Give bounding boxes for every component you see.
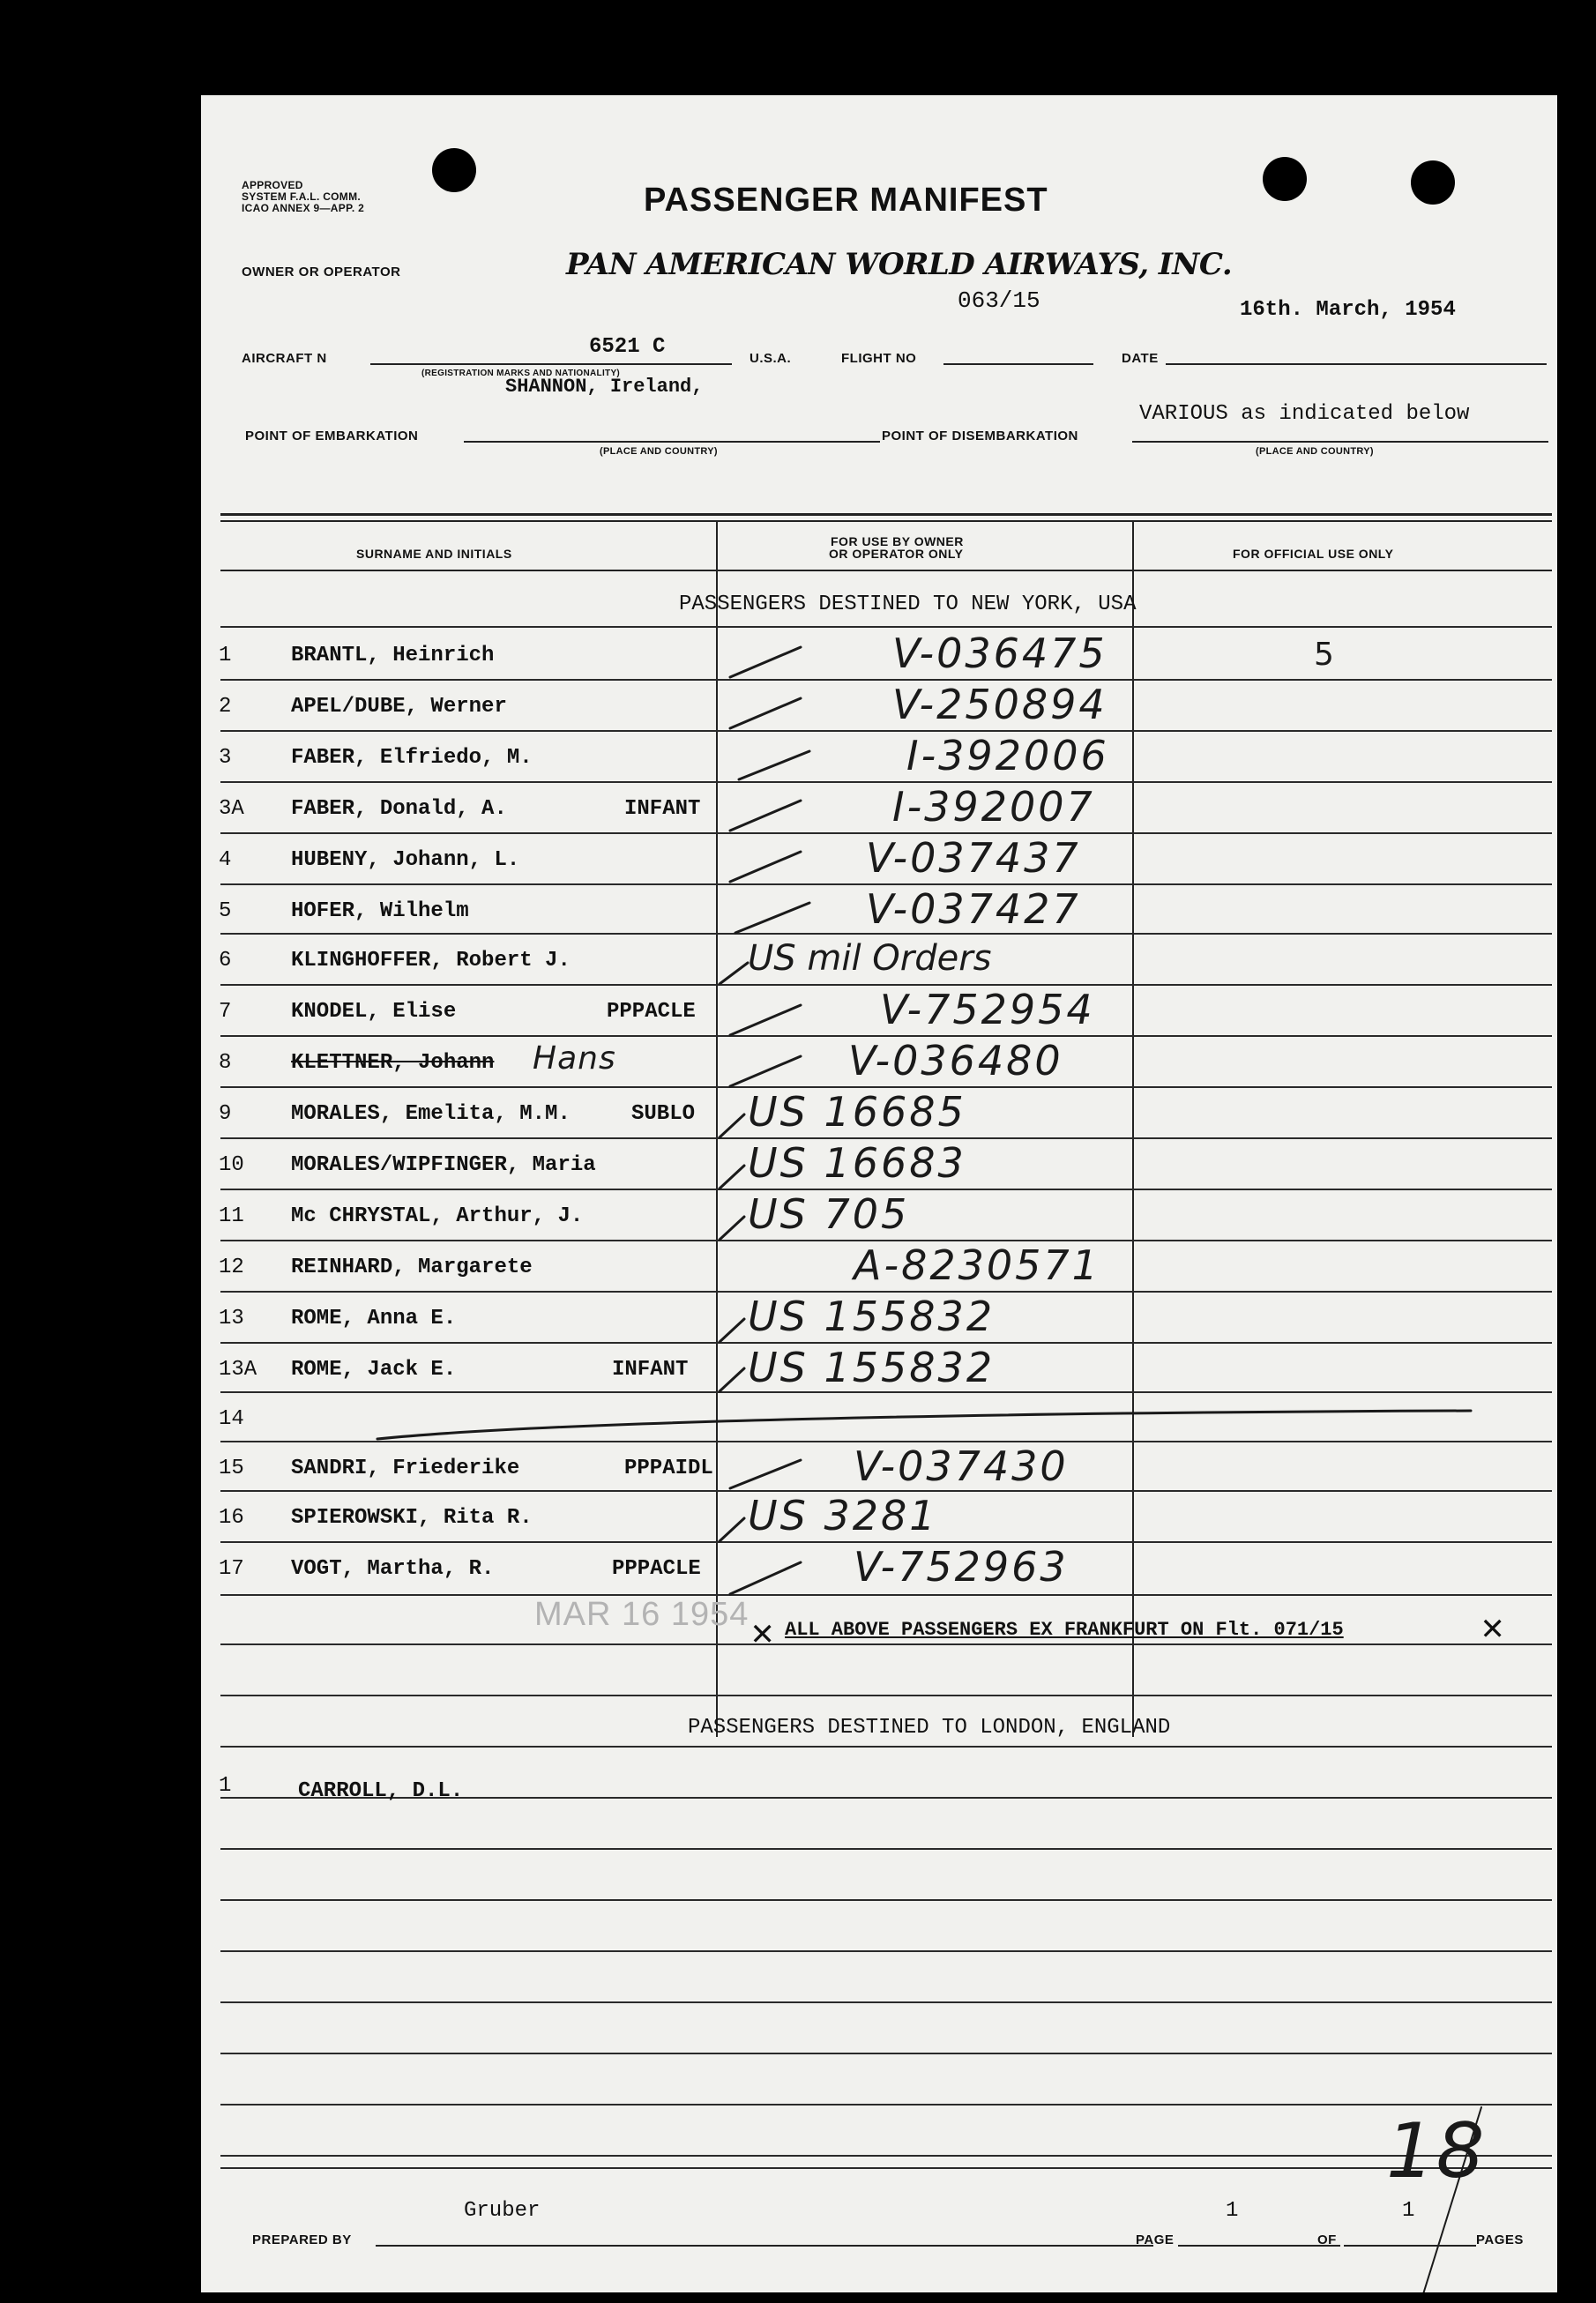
passenger-name: Mc CHRYSTAL, Arthur, J. [291, 1204, 584, 1228]
approval-line-3: ICAO ANNEX 9—APP. 2 [242, 202, 365, 214]
check-mark [730, 698, 801, 728]
col-owner-use-2: OR OPERATOR ONLY [829, 547, 964, 561]
passenger-name: CARROLL, D.L. [298, 1779, 464, 1803]
passenger-note: SUBLO [631, 1102, 696, 1126]
document-number: US 16685 [748, 1088, 966, 1136]
row-number: 16 [219, 1506, 244, 1530]
check-mark [739, 751, 809, 779]
document-number: US 3281 [748, 1492, 938, 1539]
check-mark [720, 1114, 744, 1137]
document-number: US 16683 [748, 1139, 966, 1187]
check-mark [720, 1166, 744, 1189]
page-title: PASSENGER MANIFEST [644, 182, 1048, 219]
document-number: I-392007 [892, 783, 1095, 831]
passenger-name: ROME, Anna E. [291, 1307, 457, 1330]
check-mark [735, 903, 809, 933]
document-number: V-036475 [892, 630, 1108, 677]
embarkation-label: POINT OF EMBARKATION [245, 429, 419, 443]
row-number: 9 [219, 1102, 232, 1126]
check-mark [720, 1518, 744, 1541]
row-number: 8 [219, 1051, 232, 1075]
col-official-use: FOR OFFICIAL USE ONLY [1233, 547, 1394, 561]
check-mark [720, 1368, 744, 1391]
of-label: OF [1317, 2232, 1337, 2247]
passenger-name: REINHARD, Margarete [291, 1256, 533, 1279]
aircraft-nationality: U.S.A. [750, 351, 792, 366]
row-number: 15 [219, 1457, 244, 1480]
row-number: 13A [219, 1358, 257, 1382]
owner-label: OWNER OR OPERATOR [242, 265, 401, 279]
check-mark [730, 1005, 801, 1035]
check-mark [720, 963, 748, 984]
remark-text: ALL ABOVE PASSENGERS EX FRANKFURT ON Flt. 071/15 [785, 1619, 1344, 1641]
aircraft-label: AIRCRAFT N [242, 351, 327, 366]
passenger-name: ROME, Jack E. [291, 1358, 457, 1382]
disembarkation-label: POINT OF DISEMBARKATION [882, 429, 1078, 443]
page-label: PAGE [1136, 2232, 1175, 2247]
embarkation-value: SHANNON, Ireland, [505, 376, 704, 398]
passenger-note: PPPACLE [607, 1000, 696, 1024]
row-number: 13 [219, 1307, 244, 1330]
section-london: PASSENGERS DESTINED TO LONDON, ENGLAND [688, 1716, 1171, 1740]
row-number: 1 [219, 644, 232, 667]
document-number: V-036480 [848, 1037, 1063, 1084]
date-label: DATE [1122, 351, 1159, 366]
row-number: 1 [219, 1774, 232, 1798]
section-new-york: PASSENGERS DESTINED TO NEW YORK, USA [679, 593, 1137, 616]
check-mark [720, 1319, 744, 1342]
flight-reference: 063/15 [958, 287, 1040, 314]
col-surname: SURNAME AND INITIALS [356, 547, 512, 561]
page-number: 1 [1226, 2199, 1239, 2223]
date-value: 16th. March, 1954 [1240, 298, 1456, 322]
document-number: US 155832 [748, 1344, 996, 1391]
document-number: I-392006 [906, 732, 1109, 779]
row-number: 14 [219, 1407, 244, 1431]
x-mark-icon: ✕ [751, 1614, 774, 1656]
disembarkation-caption: (PLACE AND COUNTRY) [1256, 446, 1374, 457]
manifest-sheet [201, 95, 1557, 2292]
check-mark [720, 1217, 744, 1240]
flight-label: FLIGHT NO [841, 351, 917, 366]
prepared-by-label: PREPARED BY [252, 2232, 352, 2247]
col-owner-use-1: FOR USE BY OWNER [831, 534, 964, 548]
row-number: 10 [219, 1153, 244, 1177]
document-number: US 155832 [748, 1293, 996, 1340]
passenger-note: PPPAIDL [624, 1457, 713, 1480]
document-number: US mil Orders [748, 938, 992, 979]
document-number: A-8230571 [854, 1241, 1100, 1289]
passenger-name: KLETTNER, Johann [291, 1051, 495, 1075]
document-number: V-037430 [854, 1442, 1069, 1490]
row-number: 17 [219, 1557, 244, 1581]
aircraft-caption: (REGISTRATION MARKS AND NATIONALITY) [421, 369, 621, 378]
operator-name: PAN AMERICAN WORLD AIRWAYS, INC. [566, 247, 1233, 282]
check-mark [730, 801, 801, 831]
passenger-name: SPIEROWSKI, Rita R. [291, 1506, 533, 1530]
passenger-note: INFANT [624, 797, 701, 821]
approval-line-2: SYSTEM F.A.L. COMM. [242, 190, 362, 203]
prepared-by-value: Gruber [464, 2199, 541, 2223]
passenger-name: BRANTL, Heinrich [291, 644, 495, 667]
passenger-note: PPPACLE [612, 1557, 701, 1581]
official-mark: 5 [1314, 637, 1337, 673]
pages-label: PAGES [1476, 2232, 1524, 2247]
row-number: 11 [219, 1204, 244, 1228]
passenger-name: APEL/DUBE, Werner [291, 695, 507, 719]
check-mark [730, 1056, 801, 1086]
check-mark [730, 1562, 801, 1594]
passenger-name: KNODEL, Elise [291, 1000, 457, 1024]
passenger-name: VOGT, Martha, R. [291, 1557, 495, 1581]
row-number: 2 [219, 695, 232, 719]
check-mark [730, 1460, 801, 1488]
handwritten-marks [201, 95, 1557, 2292]
received-stamp: MAR 16 1954 [534, 1596, 750, 1633]
document-number: V-250894 [892, 681, 1108, 728]
handwritten-total: 18 [1386, 2107, 1487, 2195]
row-number: 4 [219, 848, 232, 872]
passenger-name: SANDRI, Friederike [291, 1457, 520, 1480]
document-number: V-752954 [880, 986, 1095, 1033]
passenger-name: MORALES, Emelita, M.M. [291, 1102, 571, 1126]
document-number: US 705 [748, 1190, 910, 1238]
passenger-name: HOFER, Wilhelm [291, 899, 469, 923]
row-number: 3 [219, 746, 232, 770]
passenger-name: FABER, Elfriedo, M. [291, 746, 533, 770]
disembarkation-value: VARIOUS as indicated below [1139, 402, 1470, 426]
row-number: 6 [219, 949, 232, 973]
document-number: V-037437 [866, 834, 1081, 882]
passenger-name: KLINGHOFFER, Robert J. [291, 949, 571, 973]
row-number: 12 [219, 1256, 244, 1279]
document-number: V-752963 [854, 1543, 1069, 1591]
x-mark-icon: ✕ [1481, 1608, 1504, 1651]
row-number: 5 [219, 899, 232, 923]
passenger-name: HUBENY, Johann, L. [291, 848, 520, 872]
passenger-name: FABER, Donald, A. [291, 797, 507, 821]
row-number: 3A [219, 797, 244, 821]
total-pages: 1 [1402, 2199, 1415, 2223]
check-mark [730, 852, 801, 882]
check-mark [730, 647, 801, 677]
row-14-strike-line [377, 1411, 1471, 1439]
aircraft-registration: 6521 C [589, 335, 666, 359]
passenger-note: INFANT [612, 1358, 689, 1382]
row-number: 7 [219, 1000, 232, 1024]
passenger-name: MORALES/WIPFINGER, Maria [291, 1153, 596, 1177]
approval-line-1: APPROVED [242, 179, 303, 191]
passenger-note: Hans [533, 1040, 616, 1077]
document-number: V-037427 [866, 885, 1081, 933]
embarkation-caption: (PLACE AND COUNTRY) [600, 446, 718, 457]
